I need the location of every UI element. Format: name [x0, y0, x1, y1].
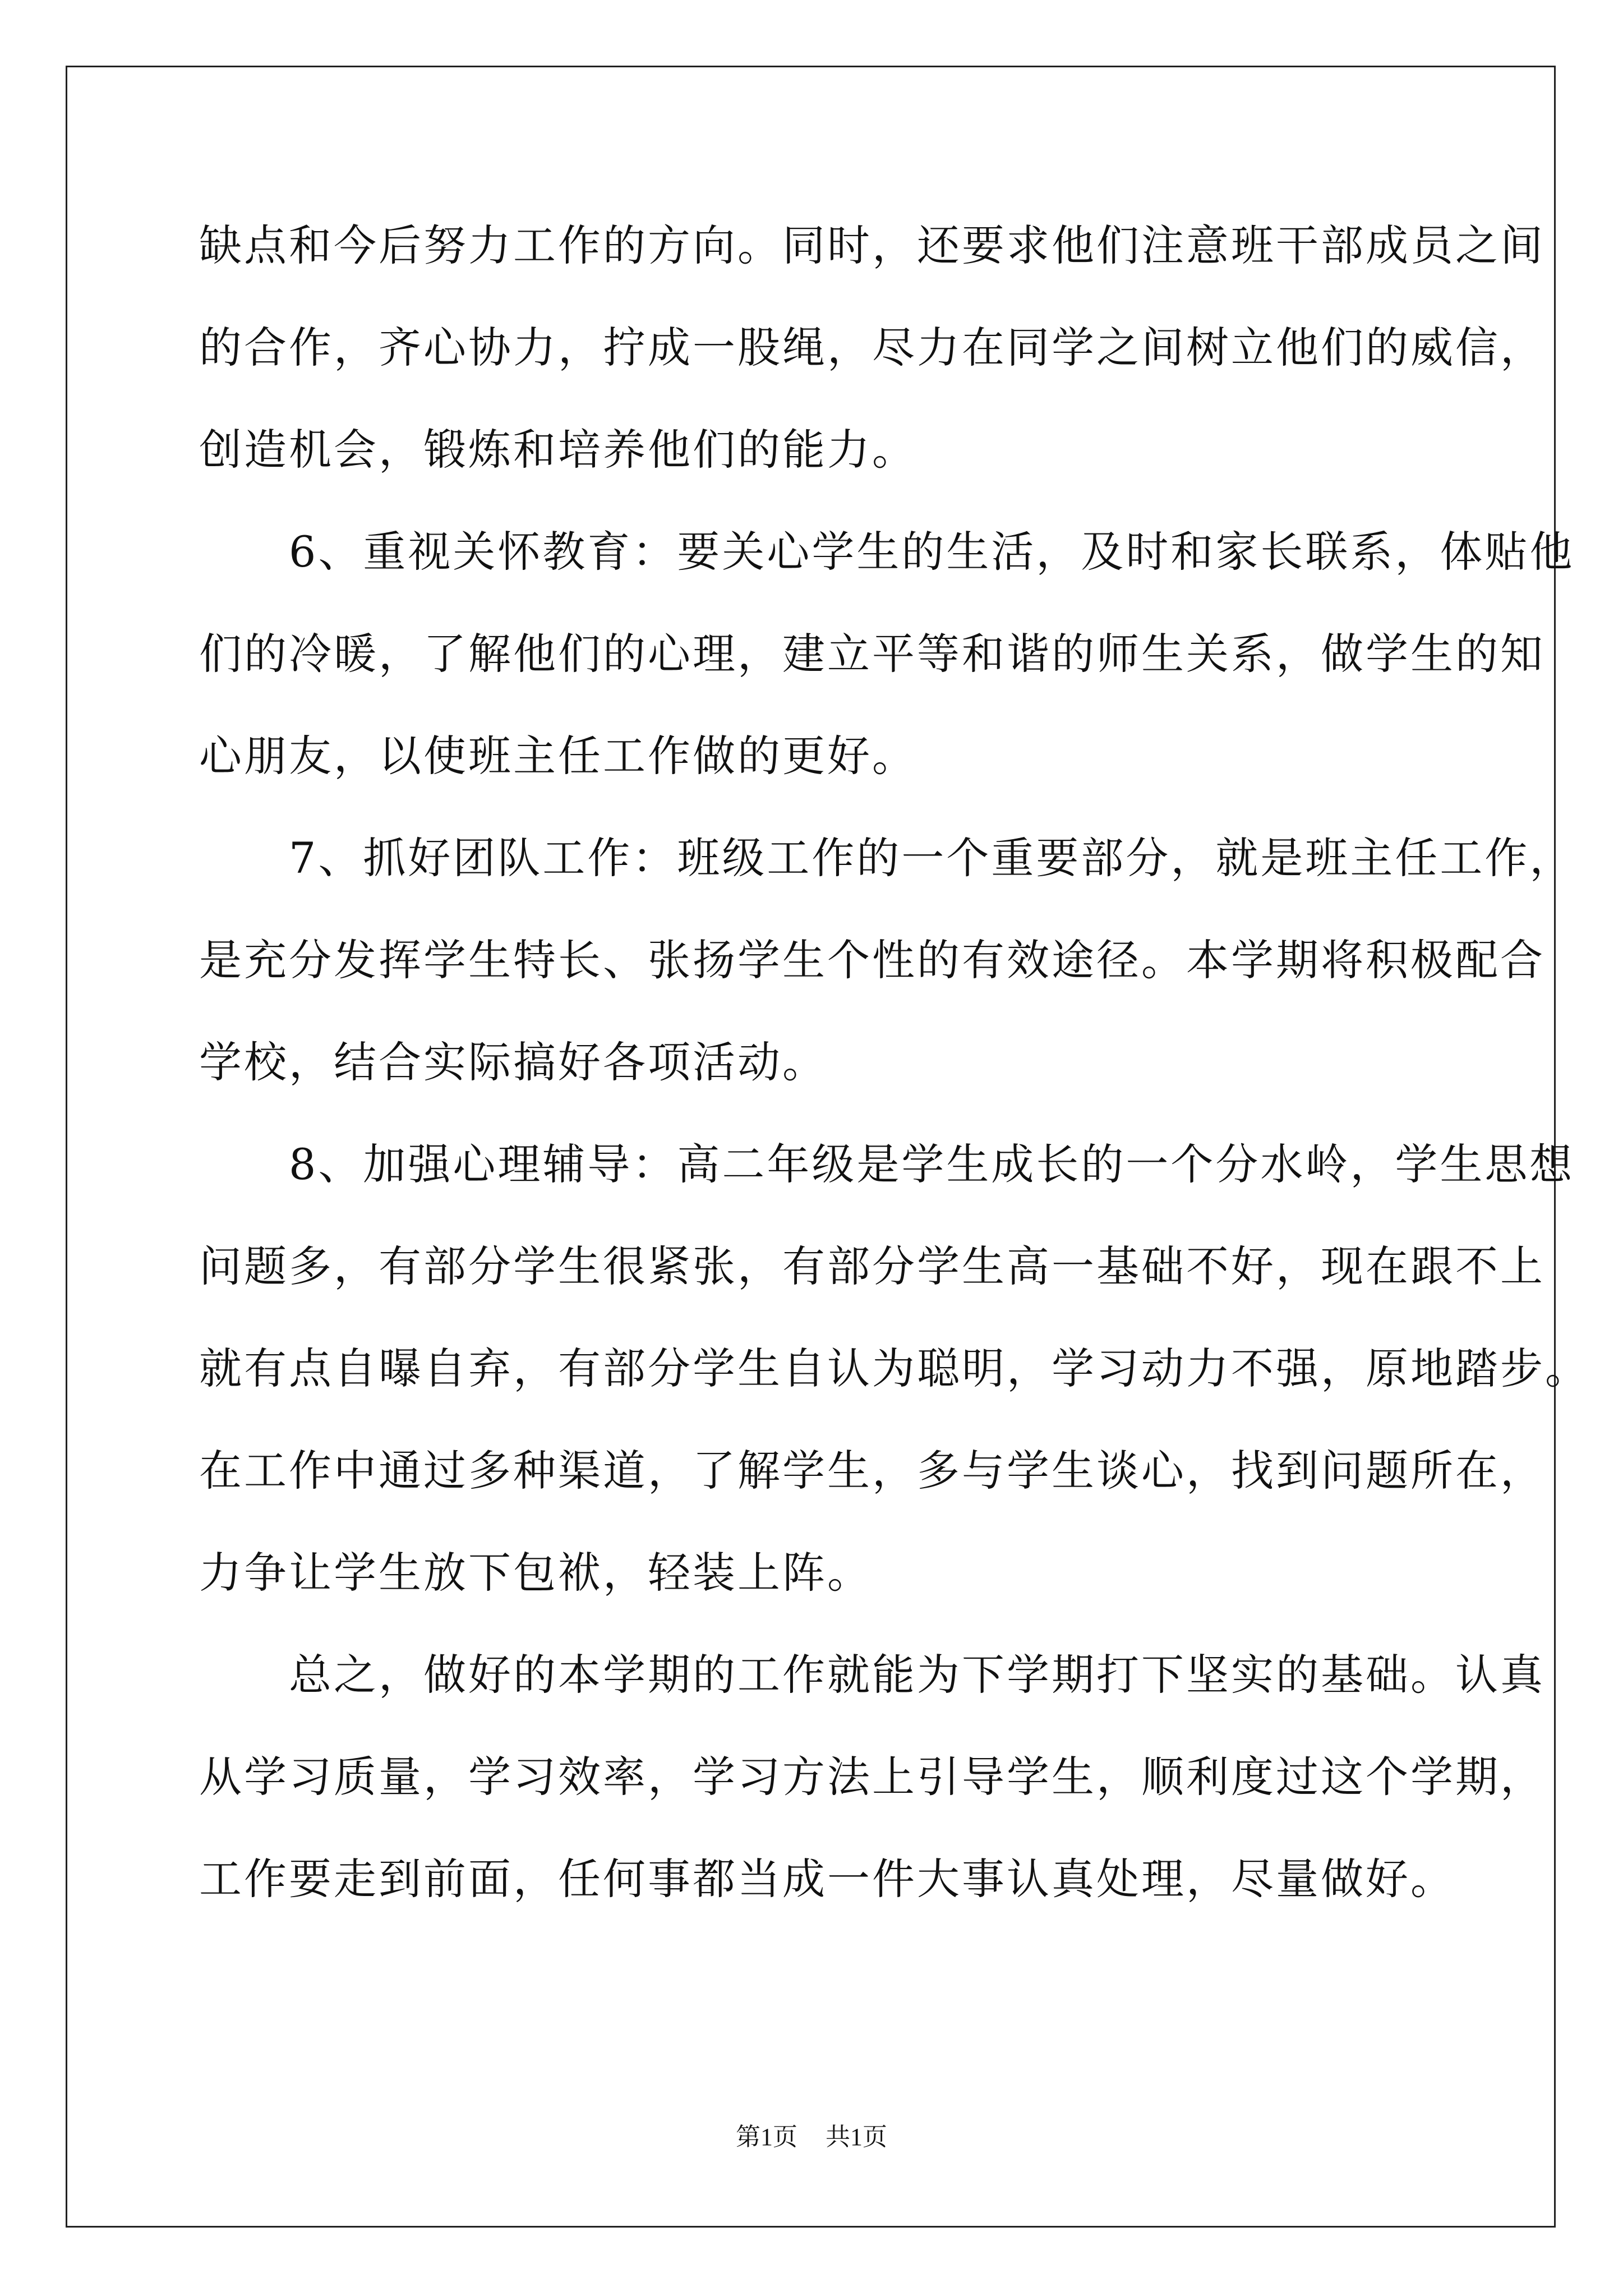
text-line: 缺点和今后努力工作的方向。同时，还要求他们注意班干部成员之间	[199, 220, 1545, 270]
text-line: 心朋友，以使班主任工作做的更好。	[199, 731, 917, 781]
page-footer	[0, 2120, 1623, 2154]
text-line: 8、加强心理辅导：高二年级是学生成长的一个分水岭，学生思想	[199, 1139, 1575, 1189]
text-line: 学校，结合实际搞好各项活动。	[199, 1037, 827, 1087]
text-line: 从学习质量，学习效率，学习方法上引导学生，顺利度过这个学期，	[199, 1752, 1545, 1802]
page-number-current: 第1页	[736, 2123, 797, 2151]
text-line: 的合作，齐心协力，拧成一股绳，尽力在同学之间树立他们的威信，	[199, 323, 1545, 372]
text-line: 工作要走到前面，任何事都当成一件大事认真处理，尽量做好。	[199, 1854, 1455, 1904]
text-line: 6、重视关怀教育：要关心学生的生活，及时和家长联系，体贴他	[199, 527, 1575, 577]
text-line: 创造机会，锻炼和培养他们的能力。	[199, 425, 917, 475]
text-line: 是充分发挥学生特长、张扬学生个性的有效途径。本学期将积极配合	[199, 935, 1545, 985]
text-line: 就有点自曝自弃，有部分学生自认为聪明，学习动力不强，原地踏步。	[199, 1343, 1590, 1393]
text-line: 在工作中通过多种渠道，了解学生，多与学生谈心，找到问题所在，	[199, 1446, 1545, 1496]
text-line: 7、抓好团队工作：班级工作的一个重要部分，就是班主任工作，	[199, 833, 1575, 883]
text-line: 们的冷暖，了解他们的心理，建立平等和谐的师生关系，做学生的知	[199, 629, 1545, 679]
text-line: 力争让学生放下包袱，轻装上阵。	[199, 1548, 872, 1598]
page-number-total: 共1页	[826, 2123, 887, 2151]
text-line: 总之，做好的本学期的工作就能为下学期打下坚实的基础。认真	[199, 1650, 1545, 1700]
document-body	[199, 212, 1590, 1948]
text-line: 问题多，有部分学生很紧张，有部分学生高一基础不好，现在跟不上	[199, 1241, 1545, 1291]
